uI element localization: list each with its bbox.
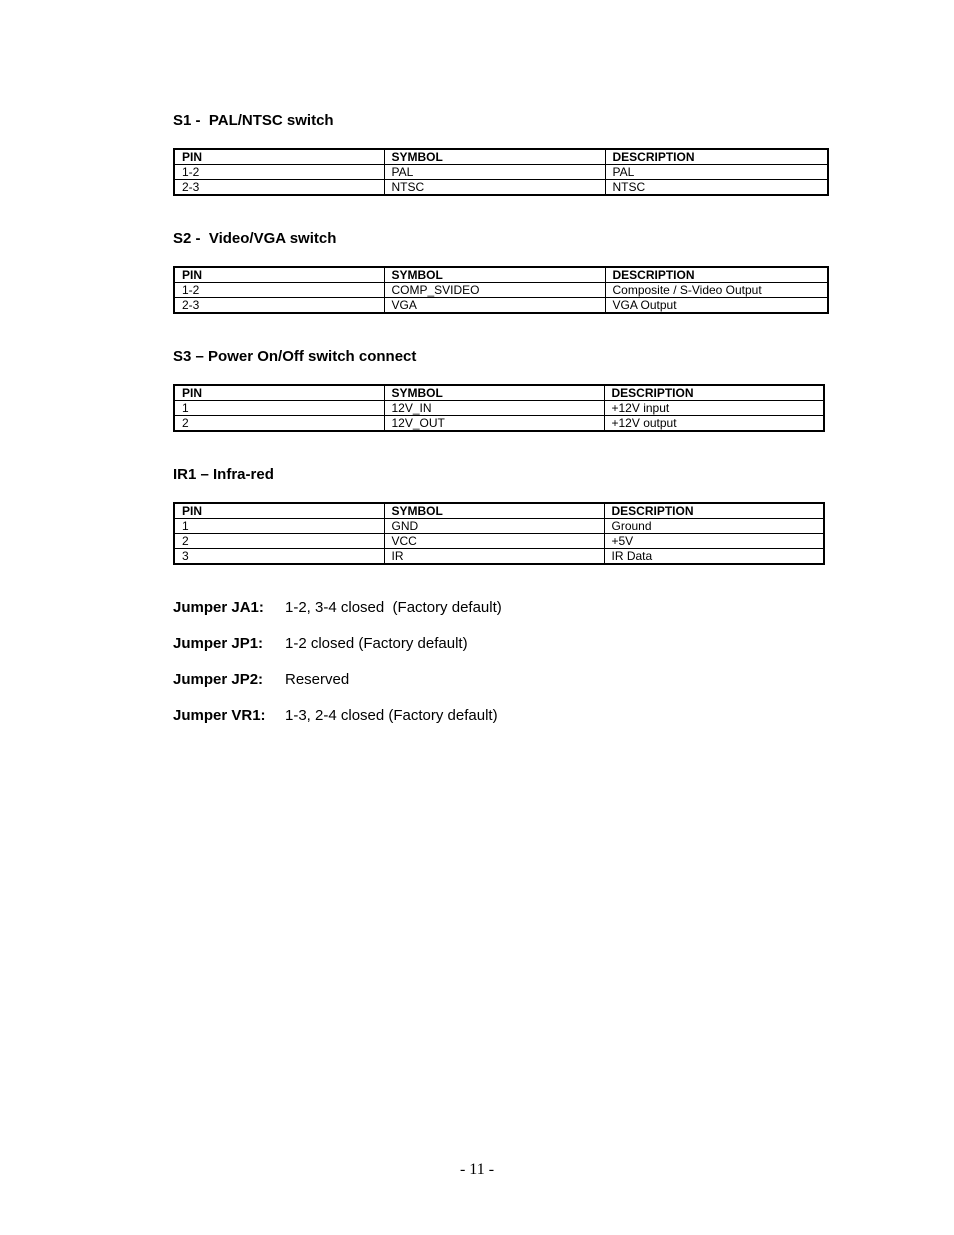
cell-description: Composite / S-Video Output [605,283,828,298]
table-row [174,534,824,549]
table-header-row [174,385,824,401]
jumper-value: 1-2, 3-4 closed (Factory default) [285,599,502,616]
cell-symbol: COMP_SVIDEO [384,283,605,298]
cell-symbol: VCC [384,534,604,549]
table-header-row [174,267,828,283]
cell-symbol: GND [384,519,604,534]
jumper-value: Reserved [285,671,350,688]
header-pin: PIN [174,503,384,519]
table-s3 [173,384,825,432]
cell-symbol: IR [384,549,604,565]
cell-description: +12V input [604,401,824,416]
cell-description: +12V output [604,416,824,432]
header-pin: PIN [174,385,384,401]
cell-symbol: 12V_IN [384,401,604,416]
cell-pin: 2 [174,416,384,432]
table-header-row [174,149,828,165]
cell-description: Ground [604,519,824,534]
jumper-jp2 [173,671,349,688]
header-pin: PIN [174,267,384,283]
jumper-label: Jumper JP1: [173,635,264,652]
section-title-s2: S2 - Video/VGA switch [173,230,337,247]
cell-pin: 2 [174,534,384,549]
section-title-s1: S1 - PAL/NTSC switch [173,112,334,129]
cell-description: NTSC [605,180,828,196]
cell-pin: 2-3 [174,298,384,314]
table-row [174,180,828,196]
section-title-ir1: IR1 – Infra-red [173,466,274,483]
cell-description: +5V [604,534,824,549]
table-row [174,165,828,180]
header-description: DESCRIPTION [604,503,824,519]
header-symbol: SYMBOL [384,149,605,165]
header-description: DESCRIPTION [605,149,828,165]
cell-symbol: VGA [384,298,605,314]
table-row [174,401,824,416]
jumper-ja1 [173,599,502,616]
header-symbol: SYMBOL [384,267,605,283]
table-row [174,519,824,534]
table-s1 [173,148,829,196]
header-symbol: SYMBOL [384,385,604,401]
table-header-row [174,503,824,519]
jumper-label: Jumper VR1: [173,707,266,724]
table-row [174,416,824,432]
cell-symbol: 12V_OUT [384,416,604,432]
cell-symbol: NTSC [384,180,605,196]
jumper-value: 1-2 closed (Factory default) [285,635,468,652]
jumper-label: Jumper JP2: [173,671,264,688]
jumper-label: Jumper JA1: [173,599,264,616]
header-description: DESCRIPTION [605,267,828,283]
cell-description: VGA Output [605,298,828,314]
cell-pin: 2-3 [174,180,384,196]
cell-pin: 3 [174,549,384,565]
table-row [174,298,828,314]
cell-pin: 1 [174,401,384,416]
cell-pin: 1-2 [174,165,384,180]
cell-pin: 1 [174,519,384,534]
jumper-value: 1-3, 2-4 closed (Factory default) [285,707,498,724]
cell-pin: 1-2 [174,283,384,298]
jumper-jp1 [173,635,468,652]
header-description: DESCRIPTION [604,385,824,401]
cell-description: PAL [605,165,828,180]
table-s2 [173,266,829,314]
jumper-vr1 [173,707,498,724]
page-number: - 11 - [459,1161,495,1178]
header-symbol: SYMBOL [384,503,604,519]
table-row [174,283,828,298]
cell-symbol: PAL [384,165,605,180]
section-title-s3: S3 – Power On/Off switch connect [173,348,417,365]
header-pin: PIN [174,149,384,165]
table-row [174,549,824,565]
table-ir1 [173,502,825,565]
cell-description: IR Data [604,549,824,565]
